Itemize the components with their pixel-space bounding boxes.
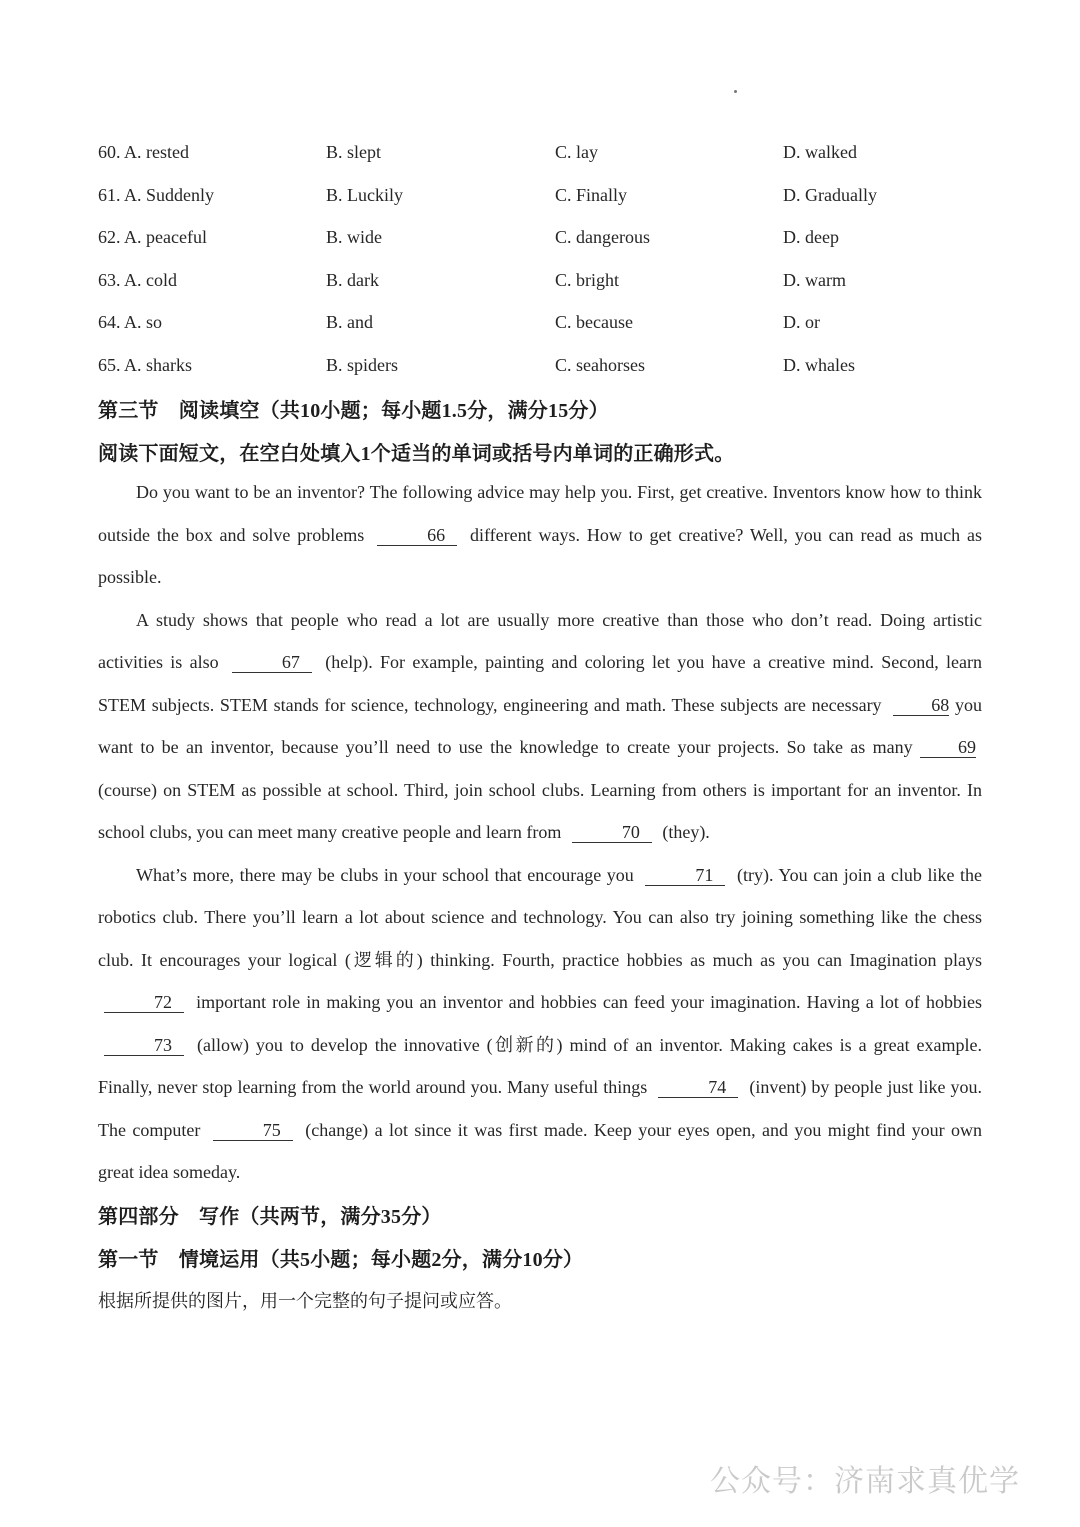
part4-title: 第四部分 写作（共两节，满分35分）	[98, 1206, 442, 1228]
section3-title: 第三节 阅读填空（共10小题；每小题1.5分，满分15分）	[98, 400, 609, 422]
option-row-61	[98, 174, 998, 217]
answer-options	[98, 131, 998, 386]
passage-text: you want to be an inventor, because you’ll need to use the knowledge to create your projects. So take as many	[98, 694, 982, 757]
option-a: 63. A. cold	[98, 269, 177, 290]
blank-66: 66	[377, 525, 457, 546]
blank-69: 69	[920, 737, 976, 758]
paragraph-1	[98, 471, 982, 599]
option-row-60	[98, 131, 998, 174]
section3-instruction: 阅读下面短文，在空白处填入1个适当的单词或括号内单词的正确形式。	[98, 443, 735, 465]
option-c: C. lay	[555, 142, 598, 162]
option-d: D. or	[783, 312, 820, 332]
option-a: 62. A. peaceful	[98, 227, 207, 247]
scan-dot	[734, 90, 737, 93]
passage-text: different ways. How to get creative? Well, you can read as much as possible.	[98, 524, 982, 587]
blank-67: 67	[232, 652, 312, 673]
passage-text: (try). You can join a club like the robotics club. There you’ll learn a lot about science and technology. You can also try joining something like the chess club. It encourages your logical (逻辑的) thinking. Fourth, practice hobbies as much as you can Imagination plays	[98, 864, 983, 970]
option-a: 61. A. Suddenly	[98, 184, 215, 205]
section4-1-title: 第一节 情境运用（共5小题；每小题2分，满分10分）	[98, 1249, 584, 1271]
blank-74: 74	[658, 1077, 738, 1098]
option-row-65	[98, 344, 998, 387]
passage-text: (course) on STEM as possible at school. Third, join school clubs. Learning from others is important for an inventor. In school clubs, you can meet many creative people and learn from	[98, 779, 982, 842]
passage-text: (invent) by people just like you. The computer	[98, 1077, 983, 1140]
passage-text: important role in making you an inventor and hobbies can feed your imagination. Having a lot of hobbies	[196, 992, 982, 1012]
passage-text: A study shows that people who read a lot are usually more creative than those who don’t read. Doing artistic activities is also	[98, 609, 982, 672]
option-a: 65. A. sharks	[98, 354, 192, 375]
option-c: C. bright	[555, 269, 620, 290]
passage-text: What’s more, there may be clubs in your school that encourage you	[136, 864, 634, 885]
option-d: D. walked	[783, 142, 857, 162]
blank-70: 70	[572, 822, 652, 843]
option-b: B. dark	[326, 269, 379, 290]
option-row-63	[98, 259, 998, 302]
blank-68: 68	[893, 695, 949, 716]
option-a: 64. A. so	[98, 312, 163, 332]
option-c: C. seahorses	[555, 354, 645, 375]
option-b: B. wide	[326, 227, 382, 247]
blank-71: 71	[645, 865, 725, 886]
option-a: 60. A. rested	[98, 142, 189, 162]
option-c: C. Finally	[555, 184, 628, 205]
watermark: 公众号：济南求真优学	[710, 1464, 1020, 1499]
blank-72: 72	[104, 992, 184, 1013]
option-b: B. spiders	[326, 354, 398, 375]
option-d: D. deep	[783, 227, 839, 247]
option-d: D. Gradually	[783, 184, 877, 205]
option-b: B. and	[326, 312, 373, 332]
option-row-64	[98, 301, 998, 344]
passage-text: (change) a lot since it was first made. Keep your eyes open, and you might find your own great idea someday.	[98, 1119, 983, 1182]
paragraph-2	[98, 599, 982, 854]
passage-text: Do you want to be an inventor? The following advice may help you. First, get creative. Inventors know how to think outside the box and solve problems	[98, 482, 982, 545]
section4-1-instruction: 根据所提供的图片，用一个完整的句子提问或应答。	[98, 1291, 512, 1311]
option-b: B. Luckily	[326, 184, 403, 205]
passage-text: (allow) you to develop the innovative (创新的) mind of an inventor. Making cakes is a great example. Finally, never stop learning from the world around you. Many useful things	[98, 1034, 982, 1097]
option-b: B. slept	[326, 142, 382, 162]
passage-text: (they).	[662, 822, 710, 842]
blank-75: 75	[213, 1120, 293, 1141]
paragraph-3	[98, 854, 982, 1194]
option-d: D. whales	[783, 354, 855, 375]
option-d: D. warm	[783, 269, 846, 290]
option-c: C. because	[555, 312, 633, 332]
option-c: C. dangerous	[555, 227, 650, 247]
reading-passage	[98, 471, 982, 1194]
blank-73: 73	[104, 1035, 184, 1056]
passage-text: (help). For example, painting and coloring let you have a creative mind. Second, learn STEM subjects. STEM stands for science, technology, engineering and math. These subjects are necessary	[98, 652, 983, 715]
option-row-62	[98, 216, 998, 259]
